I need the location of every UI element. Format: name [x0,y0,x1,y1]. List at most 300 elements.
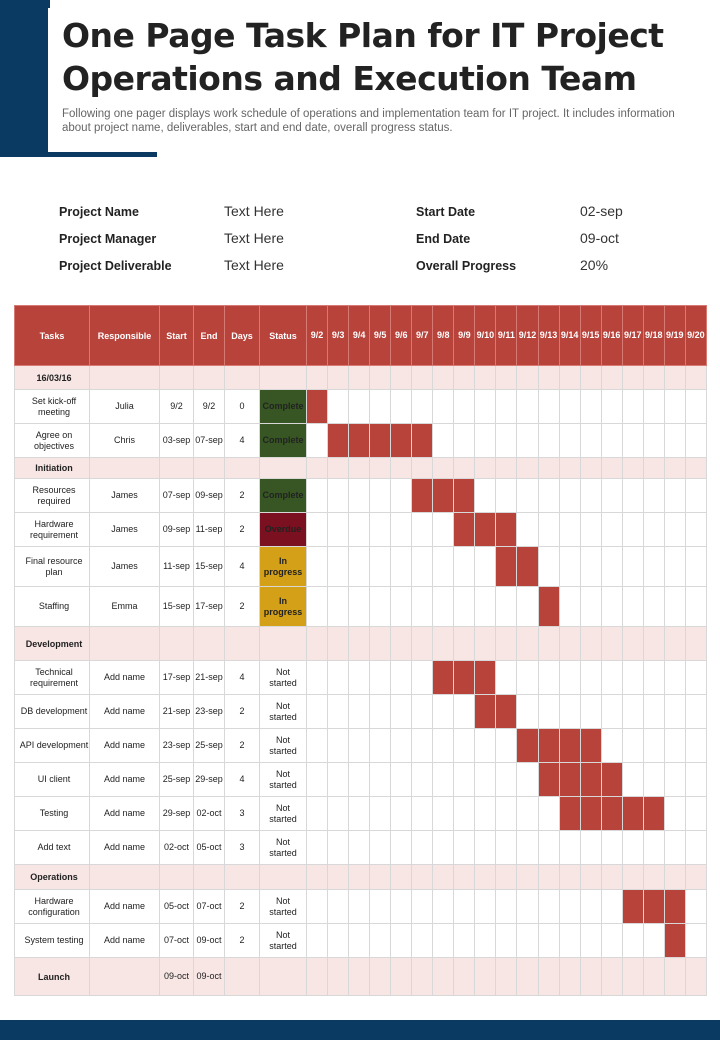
cell-days: 4 [225,763,260,797]
gantt-bar-segment [496,547,517,587]
gantt-bar-segment [643,890,664,924]
day-cell [475,366,496,390]
day-cell [601,627,622,661]
day-cell [685,513,706,547]
day-cell [391,924,412,958]
day-cell [580,890,601,924]
day-cell [349,513,370,547]
day-cell [307,924,328,958]
cell-responsible: James [90,547,160,587]
day-cell [454,831,475,865]
day-cell [538,424,559,458]
section-label: Launch [15,958,90,996]
day-cell [328,513,349,547]
day-cell [433,627,454,661]
project-deliverable-label: Project Deliverable [59,259,172,273]
day-cell [328,458,349,479]
day-cell [601,547,622,587]
day-cell [454,627,475,661]
gantt-bar-segment [307,390,328,424]
day-cell [307,831,328,865]
status-badge: In progress [260,547,307,587]
day-cell [538,479,559,513]
cell-start [160,865,194,890]
cell-responsible: Add name [90,729,160,763]
cell-days: 2 [225,587,260,627]
day-cell [622,479,643,513]
day-cell [685,366,706,390]
day-cell [475,797,496,831]
day-cell [580,424,601,458]
day-cell [454,958,475,996]
day-cell [454,366,475,390]
cell-responsible [90,458,160,479]
day-cell [412,763,433,797]
day-cell [370,924,391,958]
gantt-bar-segment [538,763,559,797]
day-cell [601,924,622,958]
cell-start: 02-oct [160,831,194,865]
day-cell [475,458,496,479]
day-cell [454,424,475,458]
day-cell [496,865,517,890]
day-cell [685,458,706,479]
cell-end: 07-oct [194,890,225,924]
day-cell [349,865,370,890]
day-cell [517,458,538,479]
end-date-label: End Date [416,232,471,246]
project-name-value: Text Here [224,203,284,219]
day-cell [559,958,580,996]
day-cell [643,366,664,390]
day-cell [370,587,391,627]
day-cell [475,958,496,996]
day-cell [475,479,496,513]
day-cell [328,924,349,958]
day-cell [433,865,454,890]
day-header: 9/18 [643,306,664,366]
day-cell [622,458,643,479]
end-date-value: 09-oct [580,230,619,246]
day-cell [538,958,559,996]
cell-start: 15-sep [160,587,194,627]
decorative-side-bar [0,0,48,157]
day-cell [622,547,643,587]
day-cell [454,797,475,831]
cell-end [194,627,225,661]
day-cell [643,729,664,763]
day-cell [496,890,517,924]
status-badge: Not started [260,890,307,924]
day-cell [307,865,328,890]
cell-days [225,958,260,996]
day-cell [580,458,601,479]
task-name: Staffing [15,587,90,627]
day-header: 9/10 [475,306,496,366]
day-cell [370,890,391,924]
col-header-end: End [194,306,225,366]
day-cell [370,729,391,763]
gantt-bar-segment [601,763,622,797]
day-cell [664,547,685,587]
day-cell [370,865,391,890]
info-row [0,254,720,276]
task-row [15,890,707,924]
day-cell [307,763,328,797]
status-badge: Not started [260,831,307,865]
cell-responsible [90,627,160,661]
cell-status [260,865,307,890]
cell-days: 3 [225,797,260,831]
day-cell [559,924,580,958]
cell-days: 3 [225,831,260,865]
day-cell [433,831,454,865]
day-cell [496,763,517,797]
day-cell [496,390,517,424]
cell-start: 09-sep [160,513,194,547]
day-cell [517,865,538,890]
day-cell [307,547,328,587]
cell-responsible: Add name [90,763,160,797]
day-cell [538,513,559,547]
day-cell [664,424,685,458]
day-cell [685,958,706,996]
day-cell [307,627,328,661]
day-cell [538,661,559,695]
cell-end: 09-oct [194,924,225,958]
gantt-bar-segment [475,513,496,547]
day-cell [538,797,559,831]
day-cell [580,587,601,627]
gantt-bar-segment [454,661,475,695]
day-cell [559,890,580,924]
day-cell [370,763,391,797]
day-cell [391,763,412,797]
day-cell [475,547,496,587]
gantt-bar-segment [601,797,622,831]
day-cell [328,366,349,390]
day-cell [538,366,559,390]
day-cell [328,865,349,890]
section-row [15,366,707,390]
day-cell [412,958,433,996]
gantt-bar-segment [433,479,454,513]
day-cell [601,865,622,890]
day-cell [601,366,622,390]
cell-end: 15-sep [194,547,225,587]
day-cell [559,458,580,479]
cell-start: 17-sep [160,661,194,695]
day-cell [559,627,580,661]
gantt-bar-segment [475,695,496,729]
day-cell [349,924,370,958]
cell-responsible [90,958,160,996]
gantt-bar-segment [391,424,412,458]
day-cell [580,695,601,729]
day-header: 9/12 [517,306,538,366]
task-row [15,924,707,958]
day-cell [412,366,433,390]
cell-start [160,366,194,390]
cell-days: 4 [225,547,260,587]
gantt-bar-segment [454,479,475,513]
day-cell [454,763,475,797]
task-row [15,695,707,729]
day-cell [517,424,538,458]
day-cell [454,587,475,627]
day-cell [328,831,349,865]
project-manager-value: Text Here [224,230,284,246]
decorative-underline [0,152,157,157]
project-deliverable-value: Text Here [224,257,284,273]
day-cell [307,695,328,729]
day-cell [349,695,370,729]
day-cell [664,458,685,479]
status-badge: Not started [260,695,307,729]
day-cell [580,831,601,865]
cell-start: 05-oct [160,890,194,924]
day-cell [475,924,496,958]
task-name: Agree on objectives [15,424,90,458]
day-cell [349,729,370,763]
day-cell [391,627,412,661]
day-cell [580,479,601,513]
day-cell [559,865,580,890]
cell-end: 21-sep [194,661,225,695]
day-cell [391,458,412,479]
task-name: Final resource plan [15,547,90,587]
day-cell [475,587,496,627]
day-cell [538,695,559,729]
day-cell [307,729,328,763]
day-cell [622,831,643,865]
day-cell [307,661,328,695]
task-name: UI client [15,763,90,797]
day-cell [391,366,412,390]
day-cell [412,695,433,729]
day-cell [391,958,412,996]
cell-days: 2 [225,513,260,547]
day-cell [580,627,601,661]
gantt-bar-segment [433,661,454,695]
cell-responsible: Add name [90,661,160,695]
day-cell [664,797,685,831]
cell-days: 4 [225,424,260,458]
cell-responsible: James [90,479,160,513]
col-header-status: Status [260,306,307,366]
day-cell [664,958,685,996]
day-cell [412,627,433,661]
status-badge: Not started [260,924,307,958]
day-cell [664,831,685,865]
day-cell [622,587,643,627]
day-cell [664,390,685,424]
gantt-table [14,305,707,996]
cell-responsible: Add name [90,890,160,924]
cell-end: 29-sep [194,763,225,797]
day-cell [496,627,517,661]
day-cell [496,424,517,458]
day-header: 9/9 [454,306,475,366]
task-row [15,661,707,695]
day-cell [664,513,685,547]
cell-start: 09-oct [160,958,194,996]
day-cell [391,390,412,424]
day-cell [412,587,433,627]
day-cell [370,366,391,390]
day-cell [433,547,454,587]
info-row [0,227,720,249]
day-cell [391,729,412,763]
status-badge: Overdue [260,513,307,547]
day-cell [664,479,685,513]
day-cell [433,513,454,547]
day-cell [433,458,454,479]
day-cell [349,458,370,479]
day-cell [538,831,559,865]
day-cell [559,547,580,587]
day-header: 9/11 [496,306,517,366]
task-name: Set kick-off meeting [15,390,90,424]
section-row [15,865,707,890]
cell-status [260,627,307,661]
day-cell [559,513,580,547]
cell-end: 09-oct [194,958,225,996]
cell-start: 9/2 [160,390,194,424]
day-cell [496,479,517,513]
day-cell [349,763,370,797]
day-cell [643,831,664,865]
cell-start: 07-oct [160,924,194,958]
col-header-start: Start [160,306,194,366]
day-cell [454,390,475,424]
day-cell [391,865,412,890]
day-cell [412,513,433,547]
day-cell [517,661,538,695]
day-cell [433,366,454,390]
day-cell [685,547,706,587]
day-cell [601,729,622,763]
task-name: System testing [15,924,90,958]
day-cell [601,513,622,547]
day-cell [580,513,601,547]
day-cell [433,958,454,996]
day-cell [370,831,391,865]
gantt-bar-segment [517,729,538,763]
day-cell [685,627,706,661]
day-cell [370,547,391,587]
day-cell [412,831,433,865]
task-name: Technical requirement [15,661,90,695]
day-cell [475,763,496,797]
day-header: 9/2 [307,306,328,366]
day-cell [412,924,433,958]
day-cell [433,587,454,627]
day-cell [370,797,391,831]
gantt-bar-segment [664,924,685,958]
day-cell [475,390,496,424]
day-cell [664,729,685,763]
task-row [15,797,707,831]
status-badge: Not started [260,763,307,797]
day-cell [622,924,643,958]
day-cell [580,366,601,390]
day-cell [475,424,496,458]
day-header: 9/4 [349,306,370,366]
day-cell [580,865,601,890]
gantt-bar-segment [538,587,559,627]
day-cell [475,729,496,763]
task-name: Hardware requirement [15,513,90,547]
day-cell [622,390,643,424]
day-cell [538,924,559,958]
day-cell [454,695,475,729]
status-badge: Complete [260,479,307,513]
day-cell [538,865,559,890]
gantt-bar-segment [580,763,601,797]
day-cell [475,890,496,924]
day-cell [580,924,601,958]
task-row [15,479,707,513]
cell-days [225,865,260,890]
day-cell [433,424,454,458]
day-header: 9/6 [391,306,412,366]
day-cell [328,587,349,627]
cell-start [160,458,194,479]
cell-days: 2 [225,924,260,958]
task-row [15,547,707,587]
day-cell [307,890,328,924]
day-cell [517,797,538,831]
day-cell [601,661,622,695]
gantt-bar-segment [517,547,538,587]
task-name: DB development [15,695,90,729]
day-cell [685,424,706,458]
day-cell [664,695,685,729]
status-badge: Complete [260,424,307,458]
day-cell [517,890,538,924]
day-header: 9/19 [664,306,685,366]
start-date-label: Start Date [416,205,476,219]
day-cell [307,797,328,831]
day-cell [559,831,580,865]
task-row [15,424,707,458]
day-cell [622,865,643,890]
day-cell [643,924,664,958]
gantt-bar-segment [643,797,664,831]
day-cell [496,831,517,865]
cell-end: 9/2 [194,390,225,424]
day-cell [370,390,391,424]
day-cell [349,958,370,996]
day-cell [685,797,706,831]
day-cell [496,729,517,763]
day-cell [433,763,454,797]
cell-days [225,366,260,390]
day-cell [433,729,454,763]
day-cell [433,890,454,924]
day-cell [643,390,664,424]
day-cell [454,547,475,587]
cell-start: 25-sep [160,763,194,797]
day-cell [412,729,433,763]
day-cell [685,695,706,729]
day-cell [559,424,580,458]
task-name: Resources required [15,479,90,513]
project-info [0,200,720,280]
day-cell [538,547,559,587]
col-header-tasks: Tasks [15,306,90,366]
